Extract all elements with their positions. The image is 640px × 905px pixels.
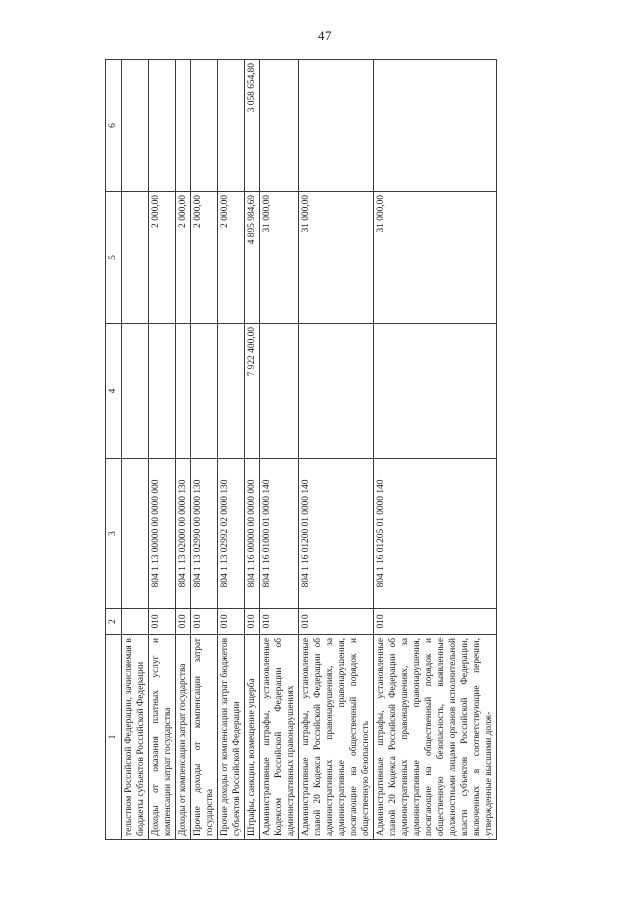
table-row bbox=[176, 60, 191, 840]
row-col4-cell bbox=[260, 324, 299, 459]
table-row bbox=[218, 60, 245, 840]
table-row bbox=[191, 60, 218, 840]
row-col4-cell bbox=[149, 324, 176, 459]
row-col4-cell bbox=[299, 324, 374, 459]
row-kbk-cell: 804 1 13 02000 00 0000 130 bbox=[176, 459, 191, 609]
row-col5-cell bbox=[122, 192, 149, 324]
row-code-cell: 010 bbox=[245, 609, 260, 635]
row-col4-cell bbox=[218, 324, 245, 459]
row-code-cell: 010 bbox=[260, 609, 299, 635]
row-kbk-cell: 804 1 16 01205 01 0000 140 bbox=[374, 459, 497, 609]
row-code-cell bbox=[122, 609, 149, 635]
table-row bbox=[122, 60, 149, 840]
row-name-cell: Административные штрафы, установленные Кодексом Российской Федерации об административных правонарушениях bbox=[260, 635, 299, 840]
row-col5-cell: 4 895 984,69 bbox=[245, 192, 260, 324]
row-col6-cell bbox=[176, 60, 191, 192]
row-kbk-cell: 804 1 16 00000 00 0000 000 bbox=[245, 459, 260, 609]
row-code-cell: 010 bbox=[374, 609, 497, 635]
row-name-cell: Прочие доходы от компенсации затрат государства bbox=[191, 635, 218, 840]
table-row bbox=[245, 60, 260, 840]
row-col5-cell: 2 000,00 bbox=[176, 192, 191, 324]
row-code-cell: 010 bbox=[191, 609, 218, 635]
header-cell: 6 bbox=[106, 60, 122, 192]
row-col5-cell: 31 000,00 bbox=[260, 192, 299, 324]
row-col6-cell: 3 058 654,80 bbox=[245, 60, 260, 192]
row-col6-cell bbox=[260, 60, 299, 192]
row-col6-cell bbox=[149, 60, 176, 192]
row-name-cell: Административные штрафы, установленные главой 20 Кодекса Российской Федерации об административных правонарушениях, за административные правонарушения, посягающие на общественный порядок и общественную безопасность bbox=[299, 635, 374, 840]
rotated-table-wrapper bbox=[105, 60, 494, 840]
header-cell: 5 bbox=[106, 192, 122, 324]
table-row bbox=[299, 60, 374, 840]
row-code-cell: 010 bbox=[299, 609, 374, 635]
row-col4-cell bbox=[374, 324, 497, 459]
row-name-cell: Прочие доходы от компенсации затрат бюджетов субъектов Российской Федерации bbox=[218, 635, 245, 840]
table-row bbox=[260, 60, 299, 840]
row-col4-cell bbox=[176, 324, 191, 459]
budget-table bbox=[105, 59, 497, 840]
row-col6-cell bbox=[374, 60, 497, 192]
row-name-cell: тельством Российской Федерации, зачисляемая в бюджеты субъектов Российской Федерации bbox=[122, 635, 149, 840]
row-col5-cell: 2 000,00 bbox=[191, 192, 218, 324]
row-name-cell: Административные штрафы, установленные главой 20 Кодекса Российской Федерации об административных правонарушениях, за административные правонарушения, посягающие на общественный порядок и общественную безопасность, выявленные должностными лицами органов исполнительной власти субъектов Российской Федерации, включенных в соответствующие перечни, утвержденные высшими долж- bbox=[374, 635, 497, 840]
row-col5-cell: 2 000,00 bbox=[149, 192, 176, 324]
row-col6-cell bbox=[218, 60, 245, 192]
row-kbk-cell: 804 1 13 02990 00 0000 130 bbox=[191, 459, 218, 609]
row-col6-cell bbox=[122, 60, 149, 192]
row-code-cell: 010 bbox=[149, 609, 176, 635]
row-kbk-cell: 804 1 16 01200 01 0000 140 bbox=[299, 459, 374, 609]
row-name-cell: Доходы от оказания платных услуг и компенсации затрат государства bbox=[149, 635, 176, 840]
row-kbk-cell bbox=[122, 459, 149, 609]
header-cell: 2 bbox=[106, 609, 122, 635]
row-col6-cell bbox=[191, 60, 218, 192]
row-kbk-cell: 804 1 13 00000 00 0000 000 bbox=[149, 459, 176, 609]
row-name-cell: Штрафы, санкции, возмещение ущерба bbox=[245, 635, 260, 840]
table-row bbox=[374, 60, 497, 840]
header-cell: 3 bbox=[106, 459, 122, 609]
row-col4-cell bbox=[191, 324, 218, 459]
row-col5-cell: 31 000,00 bbox=[299, 192, 374, 324]
row-code-cell: 010 bbox=[176, 609, 191, 635]
row-kbk-cell: 804 1 16 01000 01 0000 140 bbox=[260, 459, 299, 609]
header-row bbox=[106, 60, 122, 840]
row-col6-cell bbox=[299, 60, 374, 192]
header-cell: 4 bbox=[106, 324, 122, 459]
row-col4-cell bbox=[122, 324, 149, 459]
header-cell: 1 bbox=[106, 635, 122, 840]
row-name-cell: Доходы от компенсации затрат государства bbox=[176, 635, 191, 840]
row-col5-cell: 31 000,00 bbox=[374, 192, 497, 324]
row-kbk-cell: 804 1 13 02992 02 0000 130 bbox=[218, 459, 245, 609]
row-code-cell: 010 bbox=[218, 609, 245, 635]
row-col4-cell: 7 922 400,00 bbox=[245, 324, 260, 459]
table-row bbox=[149, 60, 176, 840]
page-number: 47 bbox=[318, 28, 332, 43]
row-col5-cell: 2 000,00 bbox=[218, 192, 245, 324]
